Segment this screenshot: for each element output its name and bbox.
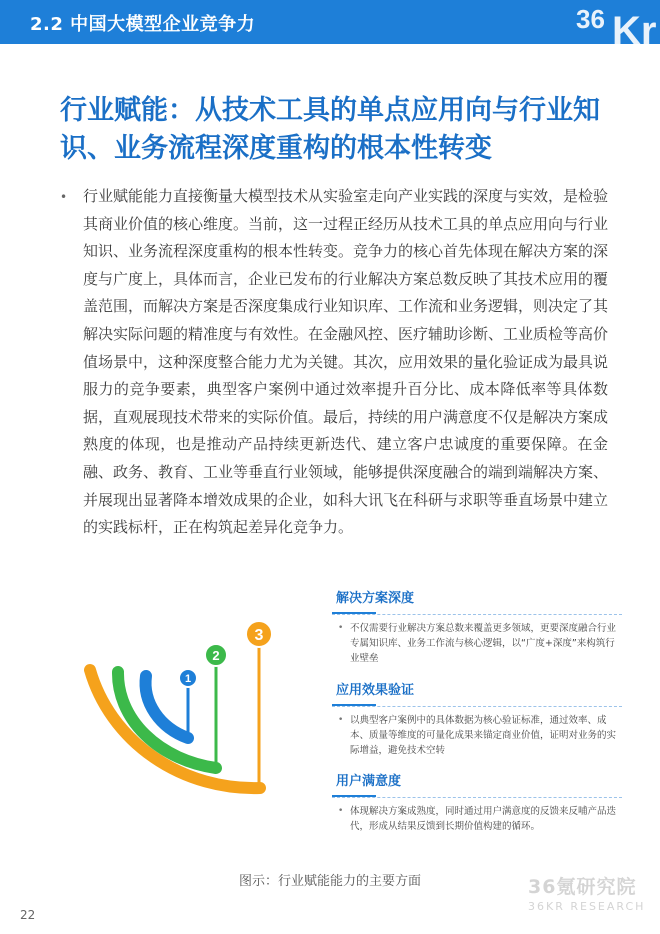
watermark-line1: 36氪研究院: [528, 876, 637, 898]
arc-3-orange: [89, 618, 259, 788]
svg-text:Kr: Kr: [612, 9, 657, 46]
marker-3: [246, 621, 272, 647]
bullet-marker: •: [338, 715, 344, 725]
section-body-solution-depth: [332, 621, 622, 666]
bullet-marker: •: [60, 190, 68, 204]
section-text: 不仅需要行业解决方案总数来覆盖更多领域，更要深度融合行业专属知识库、业务工作流与核心逻辑，以“广度+深度”来构筑行业壁垒: [350, 623, 617, 664]
section-title: 2.2 中国大模型企业竞争力: [30, 14, 256, 35]
section-text: 体现解决方案成熟度，同时通过用户满意度的反馈来反哺产品迭代，形成从结果反馈到长期价值构建的循环。: [350, 806, 617, 832]
section-text: 以典型客户案例中的具体数据为核心验证标准，通过效率、成本、质量等维度的可量化成果来锚定商业价值，证明对业务的实际增益，避免技术空转: [350, 715, 617, 756]
body-paragraph: 行业赋能能力直接衡量大模型技术从实验室走向产业实践的深度与实效，是检验其商业价值的核心维度。当前，这一过程正经历从技术工具的单点应用向与行业知识、业务流程深度重构的根本性转变。竞争力的核心首先体现在解决方案的深度与广度上，具体而言，企业已发布的行业解决方案总数反映了其技术应用的覆盖范围，而解决方案是否深度集成行业知识库、工作流和业务逻辑，则决定了其解决实际问题的精准度与有效性。在金融风控、医疗辅助诊断、工业质检等高价值场景中，这种深度整合能力尤为关键。其次，应用效果的量化验证成为最具说服力的竞争要素，典型客户案例中通过效率提升百分比、成本降低率等具体数据，直观展现技术带来的实际价值。最后，持续的用户满意度不仅是解决方案成熟度的体现，也是推动产品持续更新迭代、建立客户忠诚度的重要保障。在金融、政务、教育、工业等垂直行业领域，能够提供深度融合的端到端解决方案、并展现出显著降本增效成果的企业，如科大讯飞在科研与求职等垂直场景中建立的实践标杆，正在构筑起差异化竞争力。: [83, 187, 609, 537]
section-title-effect-validation: 应用效果验证: [336, 683, 415, 698]
marker-1-label: 1: [184, 673, 192, 685]
marker-1: [179, 669, 197, 687]
page-title: 行业赋能：从技术工具的单点应用向与行业知识、业务流程深度重构的根本性转变: [60, 95, 600, 164]
research-watermark: [528, 878, 648, 912]
marker-2-label: 2: [212, 648, 220, 663]
section-body-user-satisfaction: [332, 804, 622, 834]
svg-text:36: 36: [576, 4, 605, 34]
section-user-satisfaction: [332, 771, 622, 834]
watermark-line2: 36KR RESEARCH: [528, 900, 646, 913]
section-title-solution-depth: 解决方案深度: [336, 591, 415, 606]
bullet-marker: •: [338, 806, 344, 816]
capability-arc-diagram: [70, 610, 285, 805]
section-divider: [332, 610, 622, 615]
marker-2: [205, 644, 227, 666]
section-body-effect-validation: [332, 713, 622, 758]
page-number: 22: [20, 908, 36, 922]
figure-caption: 图示：行业赋能能力的主要方面: [238, 874, 421, 889]
section-title-user-satisfaction: 用户满意度: [336, 774, 402, 789]
marker-3-label: 3: [254, 627, 264, 644]
section-divider: [332, 793, 622, 798]
36kr-logo: [572, 0, 660, 46]
section-effect-validation: [332, 680, 622, 758]
bullet-marker: •: [338, 623, 344, 633]
section-divider: [332, 702, 622, 707]
header-bar: [0, 0, 660, 44]
section-solution-depth: [332, 588, 622, 666]
